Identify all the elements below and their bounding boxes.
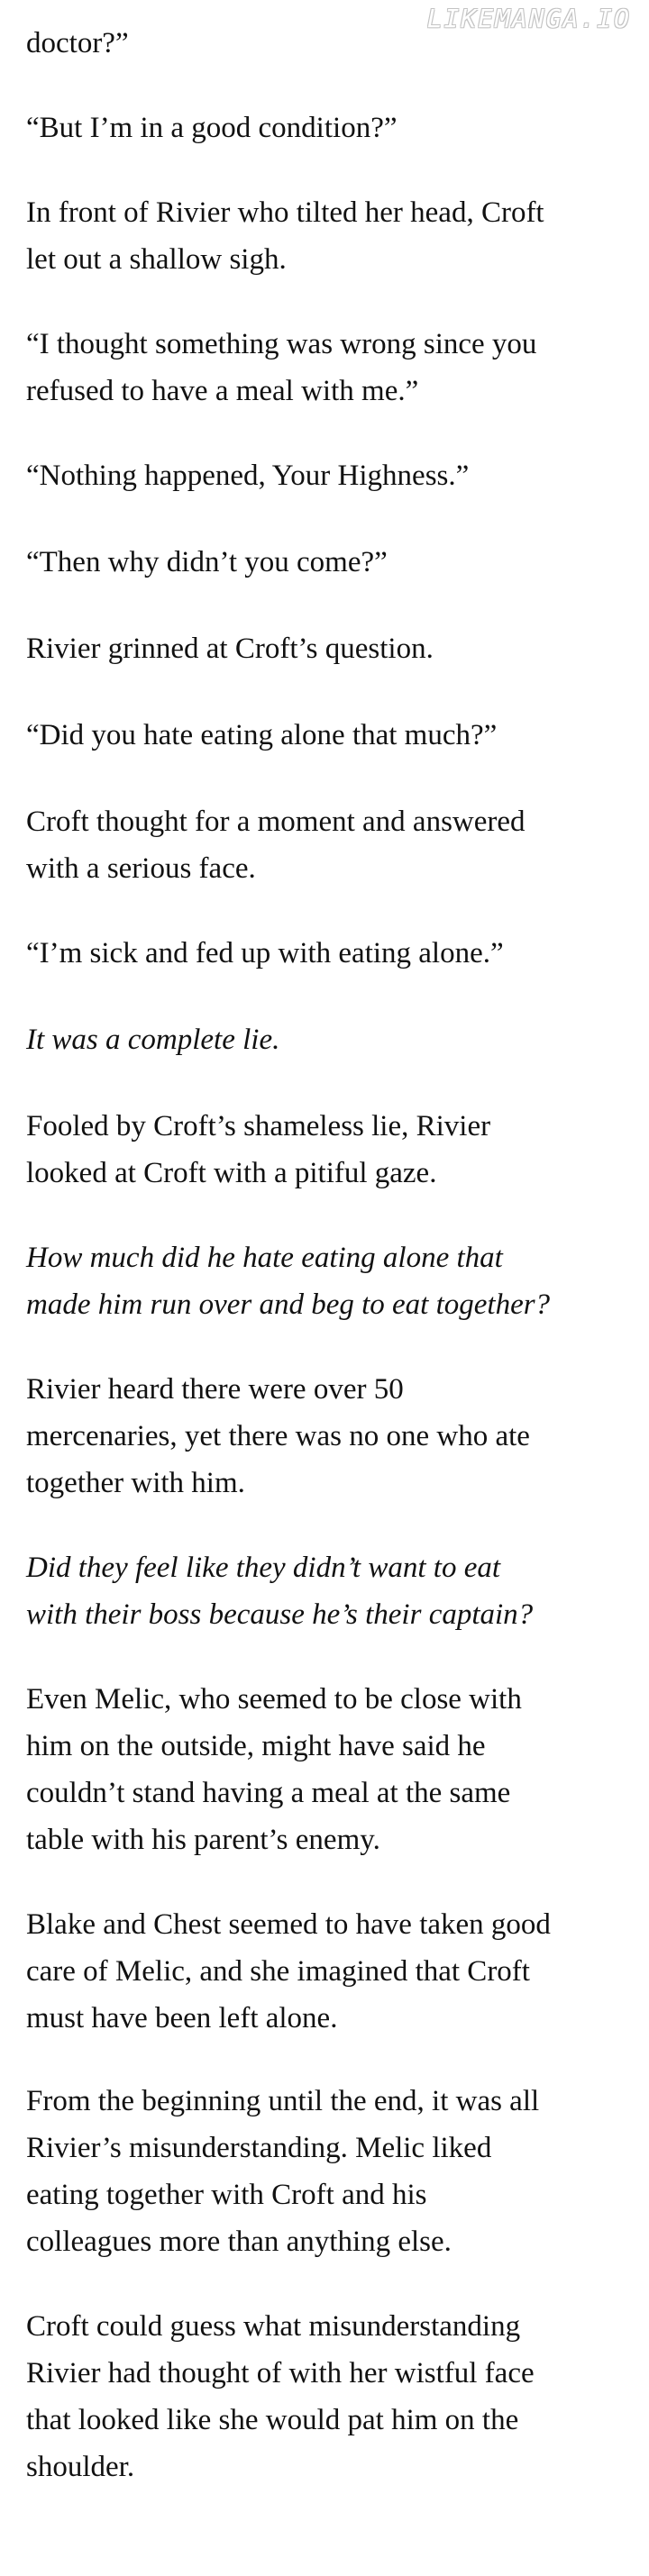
paragraph: Croft thought for a moment and answered with a serious face. — [26, 806, 526, 885]
paragraph: “But I’m in a good condition?” — [26, 112, 398, 144]
site-watermark: LIKEMANGA.IO — [426, 4, 631, 33]
paragraph-italic: Did they feel like they didn’t want to eat with their boss because he’s their captain? — [26, 1552, 534, 1631]
paragraph: From the beginning until the end, it was all Rivier’s misunderstanding. Melic liked eating together with Croft and his colleagues more than anything else. — [26, 2085, 540, 2258]
paragraph: “Did you hate eating alone that much?” — [26, 719, 498, 751]
paragraph: “Nothing happened, Your Highness.” — [26, 460, 470, 492]
paragraph-italic: It was a complete lie. — [26, 1024, 280, 1056]
paragraph: Blake and Chest seemed to have taken good care of Melic, and she imagined that Croft must have been left alone. — [26, 1908, 551, 2034]
paragraph: Even Melic, who seemed to be close with him on the outside, might have said he couldn’t stand having a meal at the same table with his parent’s enemy. — [26, 1683, 522, 1856]
paragraph: In front of Rivier who tilted her head, Croft let out a shallow sigh. — [26, 196, 544, 276]
paragraph: “I’m sick and fed up with eating alone.” — [26, 937, 504, 969]
paragraph: Croft could guess what misunderstanding Rivier had thought of with her wistful face that looked like she would pat him on the shoulder. — [26, 2310, 535, 2483]
paragraph: “Then why didn’t you come?” — [26, 546, 388, 578]
paragraph: doctor?” — [26, 27, 129, 59]
paragraph: Fooled by Croft’s shameless lie, Rivier looked at Croft with a pitiful gaze. — [26, 1110, 491, 1189]
paragraph: “I thought something was wrong since you refused to have a meal with me.” — [26, 328, 537, 407]
paragraph-italic: How much did he hate eating alone that made him run over and beg to eat together? — [26, 1242, 551, 1321]
paragraph: Rivier grinned at Croft’s question. — [26, 633, 434, 665]
paragraph: Rivier heard there were over 50 mercenaries, yet there was no one who ate together with him. — [26, 1373, 530, 1499]
